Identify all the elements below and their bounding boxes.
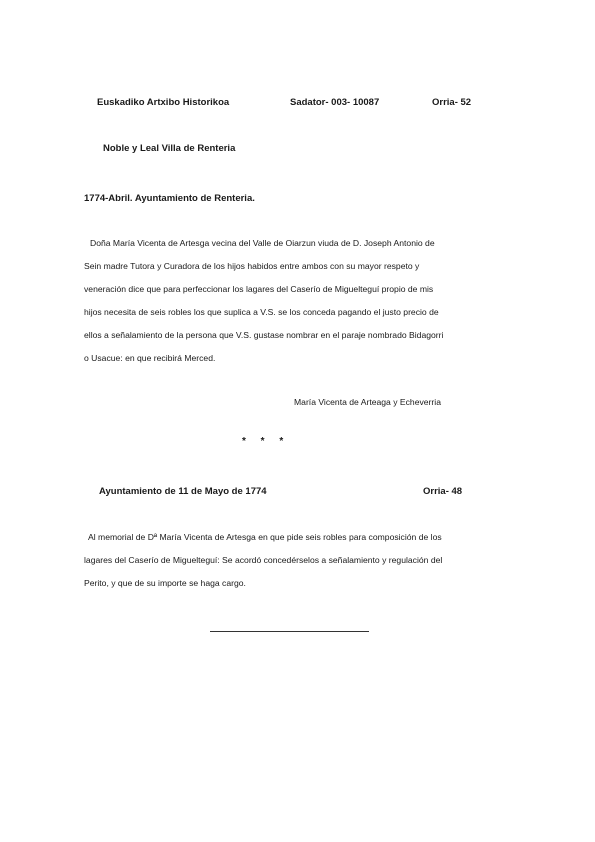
- section1-line: o Usacue: en que recibirá Merced.: [84, 353, 216, 363]
- archive-name: Euskadiko Artxibo Historikoa: [97, 97, 230, 108]
- separator-asterisks: * * *: [242, 436, 290, 447]
- section1-heading: 1774-Abril. Ayuntamiento de Renteria.: [84, 193, 255, 204]
- section1-line: veneración dice que para perfeccionar los lagares del Caserío de Miguelteguí propio de mis: [84, 284, 434, 294]
- section2-line: Al memorial de Dª María Vicenta de Artesga en que pide seis robles para composición de los: [88, 532, 442, 542]
- section2-line: lagares del Caserío de Miguelteguí: Se acordó concedérselos a señalamiento y regulación del: [84, 555, 443, 565]
- section1-line: ellos a señalamiento de la persona que V.S. gustase nombrar en el paraje nombrado Bidagorri: [84, 330, 444, 340]
- page-number: Orria- 52: [432, 97, 472, 108]
- section2-line: Perito, y que de su importe se haga cargo.: [84, 578, 246, 588]
- section1-line: hijos necesita de seis robles los que suplica a V.S. se los conceda pagando el justo precio de: [84, 307, 439, 317]
- archive-signature: Sadator- 003- 10087: [290, 97, 380, 108]
- section1-line: Sein madre Tutora y Curadora de los hijos habidos entre ambos con su mayor respeto y: [84, 261, 420, 271]
- location-title: Noble y Leal Villa de Renteria: [103, 143, 236, 154]
- closing-rule: [210, 631, 369, 632]
- section1-line: Doña María Vicenta de Artesga vecina del Valle de Oiarzun viuda de D. Joseph Antonio de: [90, 238, 435, 248]
- signatory: María Vicenta de Arteaga y Echeverria: [294, 397, 441, 407]
- section2-page-number: Orria- 48: [423, 486, 463, 497]
- section2-heading: Ayuntamiento de 11 de Mayo de 1774: [99, 486, 267, 497]
